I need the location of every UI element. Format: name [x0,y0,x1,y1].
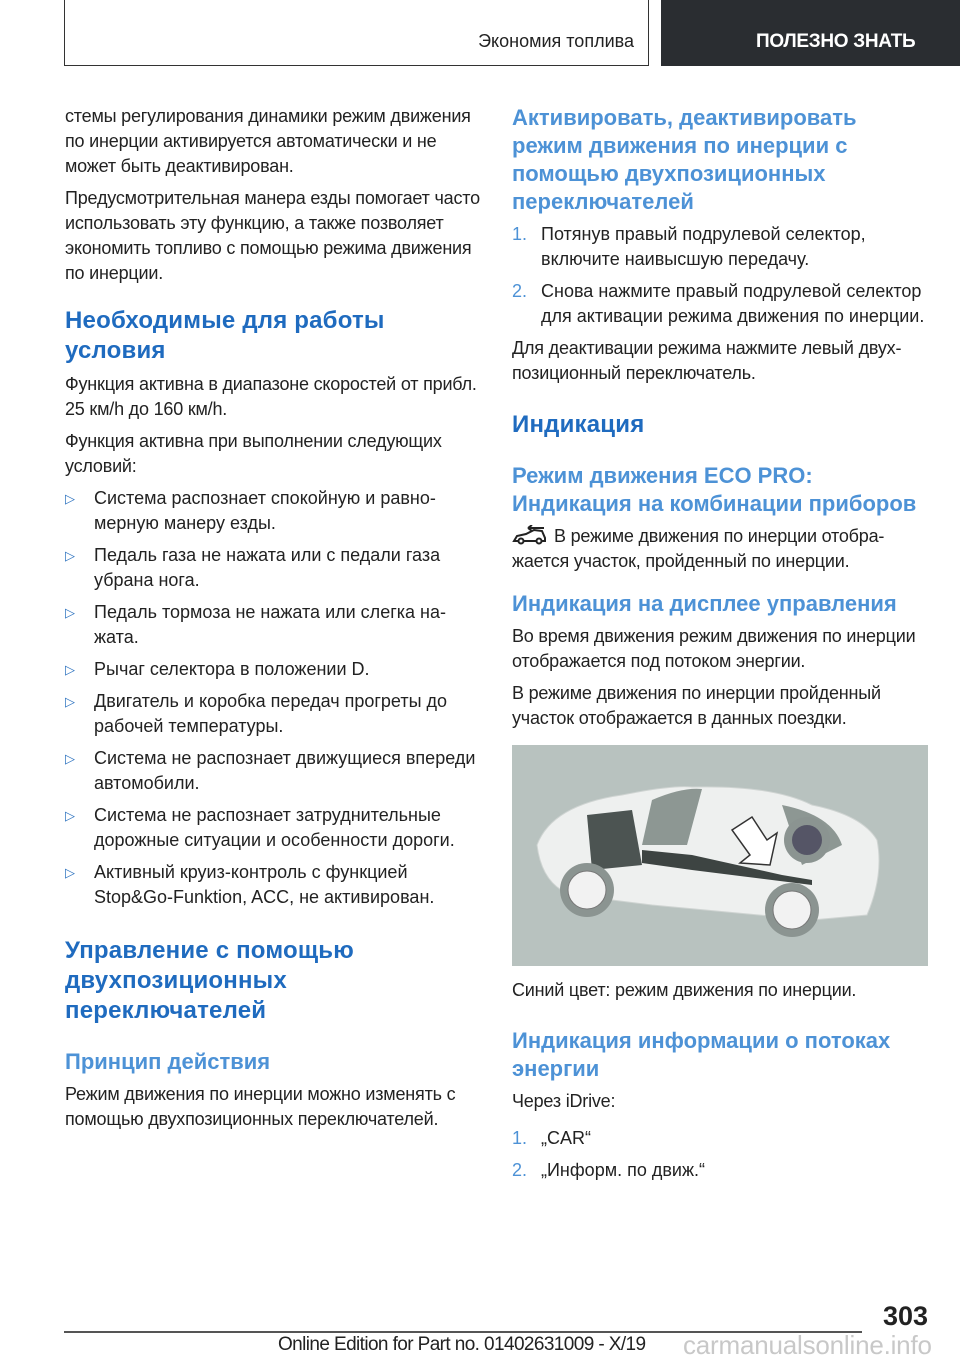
triangle-bullet-icon: ▷ [65,605,75,620]
left-column [65,104,481,1139]
heading-conditions: Необходимые для работы условия [65,307,385,364]
list-item [512,1126,928,1151]
step-number: 2. [512,1160,528,1180]
step-text: „Информ. по движ.“ [541,1160,705,1180]
list-item [65,657,481,682]
paragraph: Функция активна при выполнении следующих условий: [65,431,442,476]
heading-energy-flow: Индикация информации о потоках энергии [512,1028,891,1081]
conditions-list [65,486,481,910]
list-item [65,860,481,910]
header-chapter [661,0,960,66]
list-item-text: Двигатель и коробка передач прогреты до рабочей температуры. [94,691,448,736]
paragraph: стемы регулирования динамики режим движения по инерции активируется автоматически и не может быть деактивирован. [65,106,471,176]
heading-principle: Принцип действия [65,1049,271,1074]
list-item [65,486,481,536]
heading-indication: Индикация [512,411,645,438]
triangle-bullet-icon: ▷ [65,865,75,880]
list-item [512,222,928,272]
heading-display: Индикация на дисплее управления [512,591,897,616]
list-item-text: Педаль тормоза не нажата или слегка нажата. [94,602,446,647]
edition-text: Online Edition for Part no. 01402631009 - X/19 [278,1334,646,1355]
paragraph: Для деактивации режима нажмите левый двухпозиционный переключатель. [512,338,902,383]
section-title: Экономия топлива [478,31,634,51]
triangle-bullet-icon: ▷ [65,694,75,709]
paragraph: Во время движения режим движения по инерции отображается под потоком энергии. [512,626,916,671]
header-section [64,0,649,66]
triangle-bullet-icon: ▷ [65,491,75,506]
list-item-text: Система не распознает движущиеся впереди автомобили. [94,748,476,793]
list-item-text: Система не распознает затруднительные дорожные ситуации и особенности дороги. [94,805,455,850]
image-caption: Синий цвет: режим движения по инерции. [512,980,857,1000]
list-item [65,746,481,796]
step-text: „CAR“ [541,1128,591,1148]
list-item [512,279,928,329]
list-item [512,1158,928,1183]
paragraph: Режим движения по инерции можно изменять с помощью двухпозиционных переключателей. [65,1084,456,1129]
paragraph: Через iDrive: [512,1091,616,1111]
step-number: 2. [512,281,528,301]
heading-control: Управление с помощью двухпозиционных переключателей [65,937,354,1024]
step-number: 1. [512,1128,528,1148]
car-drivetrain-illustration [512,745,928,966]
right-column [512,104,928,1190]
step-text: Снова нажмите правый подрулевой селектор для активации режима движения по инерции. [541,281,925,326]
triangle-bullet-icon: ▷ [65,808,75,823]
heading-eco-pro: Режим движения ECO PRO: Индикация на комбинации приборов [512,463,917,516]
list-item-text: Педаль газа не нажата или с педали газа убрана нога. [94,545,441,590]
list-item [65,689,481,739]
watermark: carmanualsonline.info [683,1330,932,1360]
triangle-bullet-icon: ▷ [65,751,75,766]
paragraph: Функция активна в диапазоне скоростей от прибл. 25 км/h до 160 км/h. [65,374,477,419]
list-item-text: Рычаг селектора в положении D. [94,659,370,679]
triangle-bullet-icon: ▷ [65,662,75,677]
list-item [65,600,481,650]
paragraph: Предусмотрительная манера езды помогает часто использовать эту функцию, а также позволяет экономить топливо с помощью режима движения по инерции. [65,188,480,283]
paragraph [512,524,928,574]
paragraph-text: В режиме движения по инерции отображается участок, пройденный по инерции. [512,526,885,571]
steps-list [512,1126,928,1183]
list-item [65,803,481,853]
paragraph: В режиме движения по инерции пройденный участок отображается в данных поездки. [512,683,881,728]
step-text: Потянув правый подрулевой селектор, включите наивысшую передачу. [541,224,866,269]
coasting-car-icon [512,525,548,545]
step-number: 1. [512,224,528,244]
heading-activate: Активировать, деактивировать режим движения по инерции с помощью двухпозиционных переключателей [512,105,857,214]
list-item-text: Активный круиз-контроль с функцией Stop&Go-Funktion, ACC, не активирован. [94,862,435,907]
chapter-title: ПОЛЕЗНО ЗНАТЬ [756,31,916,52]
steps-list [512,222,928,329]
list-item-text: Система распознает спокойную и равномерную манеру езды. [94,488,436,533]
page-number: 303 [882,1301,928,1331]
list-item [65,543,481,593]
triangle-bullet-icon: ▷ [65,548,75,563]
